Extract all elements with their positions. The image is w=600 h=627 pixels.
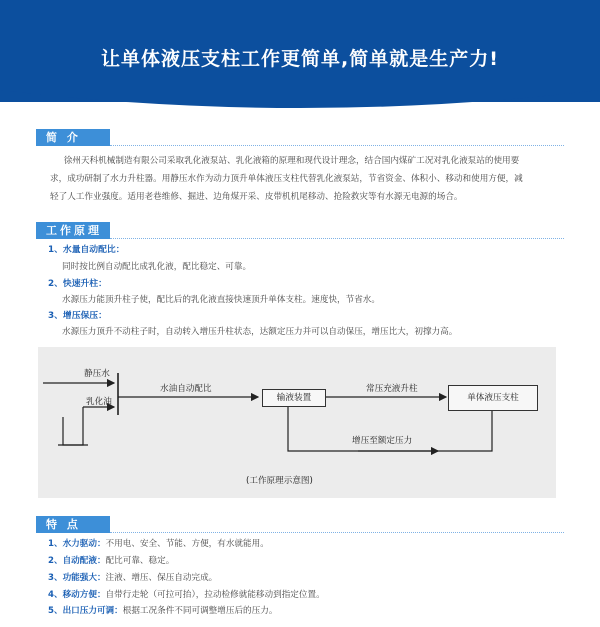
- banner-curve: [0, 86, 600, 126]
- feature-item: [48, 604, 277, 616]
- feature-key: 3、功能强大：: [48, 573, 106, 583]
- section-tab-intro: 简 介: [36, 129, 110, 146]
- principle-item-body: 同时按比例自动配比成乳化液，配比稳定、可靠。: [62, 262, 252, 272]
- diagram-box-mix: 输液装置: [262, 389, 326, 407]
- principle-item-body: 水源压力顶升不动柱子时，自动转入增压升柱状态，达额定压力并可以自动保压，增压比大，初撑力高。: [62, 327, 458, 337]
- feature-key: 2、自动配液：: [48, 556, 106, 566]
- intro-line: 求，成功研制了水力升柱器。用静压水作为动力顶升单体液压支柱代替乳化液泵站，节省资金、体积小、移动和使用方便，减: [50, 174, 523, 184]
- feature-text: 配比可靠、稳定。: [105, 556, 175, 566]
- section-divider: [110, 145, 564, 146]
- diagram-label-mix: 水油自动配比: [160, 384, 212, 394]
- diagram-label-boost: 增压至额定压力: [352, 436, 413, 446]
- feature-text: 注液、增压、保压自动完成。: [105, 573, 218, 583]
- principle-item-head: 1、水量自动配比：: [48, 245, 125, 255]
- diagram-label-normal: 常压充液升柱: [366, 384, 418, 394]
- section-tab-principle: 工作原理: [36, 222, 110, 239]
- diagram-label-water: 静压水: [84, 369, 110, 379]
- feature-text: 不用电、安全、节能、方便，有水就能用。: [105, 539, 269, 549]
- feature-item: [48, 571, 217, 583]
- feature-text: 根据工况条件不同可调整增压后的压力。: [122, 606, 278, 616]
- page-title: 让单体液压支柱工作更简单,简单就是生产力!: [101, 48, 499, 70]
- feature-item: [48, 588, 325, 600]
- feature-item: [48, 537, 269, 549]
- feature-text: 自带行走轮（可拉可抬），拉动检修就能移动到指定位置。: [105, 590, 325, 600]
- feature-key: 1、水力驱动：: [48, 539, 106, 549]
- section-tab-features: 特 点: [36, 516, 110, 533]
- feature-key: 5、出口压力可调：: [48, 606, 123, 616]
- principle-item-body: 水源压力能顶升柱子使，配比后的乳化液直接快速顶升单体支柱。速度快，节省水。: [62, 295, 380, 305]
- intro-line: 徐州天科机械制造有限公司采取乳化液泵站、乳化液箱的原理和现代设计理念，结合国内煤矿工况对乳化液泵站的使用要: [63, 156, 520, 166]
- principle-item-head: 2、快速升柱：: [48, 279, 107, 289]
- diagram-caption: (工作原理示意图): [246, 476, 313, 486]
- feature-key: 4、移动方便：: [48, 590, 106, 600]
- intro-line: 轻了人工作业强度。适用老巷维修、掘进、边角煤开采、皮带机机尾移动、抢险救灾等有水源无电源的场合。: [50, 192, 463, 202]
- section-divider: [110, 532, 564, 533]
- diagram-label-oil: 乳化油: [86, 397, 112, 407]
- intro-paragraph: [50, 152, 570, 206]
- section-divider: [110, 238, 564, 239]
- principle-item-head: 3、增压保压：: [48, 311, 107, 321]
- diagram-box-prop: 单体液压支柱: [448, 385, 538, 411]
- feature-item: [48, 554, 174, 566]
